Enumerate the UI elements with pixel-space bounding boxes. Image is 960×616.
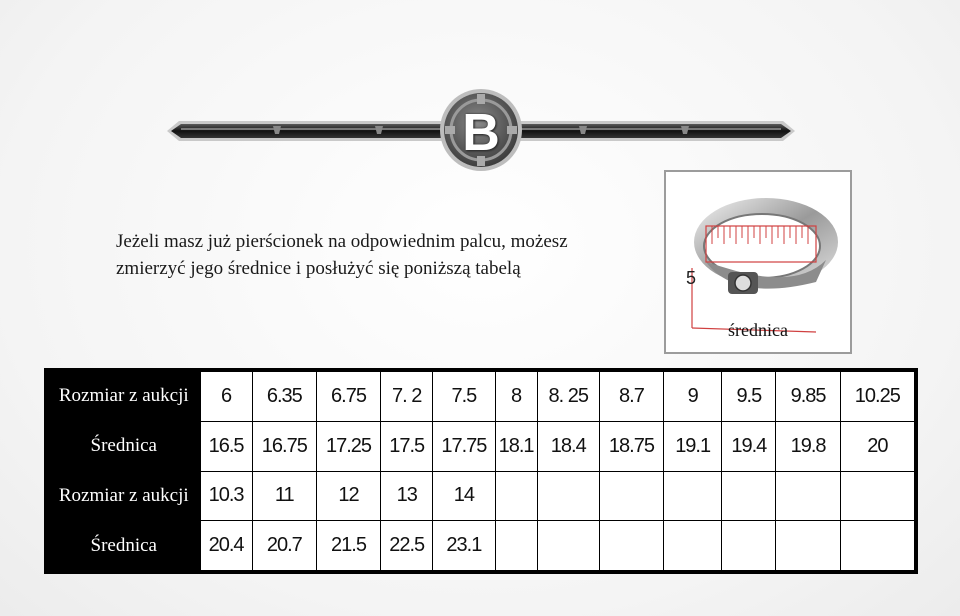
- table-cell: 6: [200, 372, 252, 422]
- intro-line-2: zmierzyć jego średnice i posłużyć się poniższą tabelą: [116, 258, 521, 279]
- table-cell: 17.75: [433, 421, 495, 471]
- table-cell: 9: [664, 372, 722, 422]
- table-cell: [495, 471, 537, 521]
- table-cell: [776, 471, 840, 521]
- table-cell: 20.4: [200, 521, 252, 571]
- table-cell: [664, 521, 722, 571]
- table-cell: 10.25: [840, 372, 914, 422]
- table-cell: 18.4: [537, 421, 599, 471]
- intro-text: [116, 228, 656, 282]
- row-header: Rozmiar z aukcji: [48, 372, 201, 422]
- table-cell: 7. 2: [381, 372, 433, 422]
- ring-size-table: [47, 371, 915, 571]
- table-cell: [664, 471, 722, 521]
- table-cell: [840, 471, 914, 521]
- table-row: [48, 421, 915, 471]
- row-header: Rozmiar z aukcji: [48, 471, 201, 521]
- badge-letter: B: [462, 104, 500, 162]
- size-table-frame: [44, 368, 918, 574]
- table-cell: 17.25: [316, 421, 380, 471]
- table-cell: 16.75: [252, 421, 316, 471]
- table-cell: 19.4: [722, 421, 776, 471]
- table-cell: 8. 25: [537, 372, 599, 422]
- table-cell: [722, 471, 776, 521]
- table-cell: 7.5: [433, 372, 495, 422]
- ring-marker-label: 5: [686, 268, 697, 288]
- table-cell: 9.85: [776, 372, 840, 422]
- table-cell: 6.75: [316, 372, 380, 422]
- table-cell: [776, 521, 840, 571]
- table-cell: [599, 521, 663, 571]
- table-cell: [537, 471, 599, 521]
- section-banner: [165, 88, 797, 178]
- table-cell: [840, 521, 914, 571]
- table-cell: [537, 521, 599, 571]
- row-header: Średnica: [48, 521, 201, 571]
- table-cell: 8: [495, 372, 537, 422]
- table-cell: 18.1: [495, 421, 537, 471]
- table-cell: 14: [433, 471, 495, 521]
- table-cell: 16.5: [200, 421, 252, 471]
- table-cell: 19.1: [664, 421, 722, 471]
- table-cell: 11: [252, 471, 316, 521]
- table-cell: [599, 471, 663, 521]
- ring-caption: średnica: [728, 320, 788, 340]
- table-cell: 23.1: [433, 521, 495, 571]
- table-cell: 10.3: [200, 471, 252, 521]
- table-row: [48, 521, 915, 571]
- table-cell: 22.5: [381, 521, 433, 571]
- table-cell: 19.8: [776, 421, 840, 471]
- table-cell: 20.7: [252, 521, 316, 571]
- table-cell: 13: [381, 471, 433, 521]
- table-cell: 6.35: [252, 372, 316, 422]
- table-cell: 9.5: [722, 372, 776, 422]
- table-cell: 18.75: [599, 421, 663, 471]
- table-cell: 12: [316, 471, 380, 521]
- ring-measurement-image: [664, 170, 852, 354]
- intro-line-1: Jeżeli masz już pierścionek na odpowiednim palcu, możesz: [116, 231, 568, 252]
- table-cell: 17.5: [381, 421, 433, 471]
- row-header: Średnica: [48, 421, 201, 471]
- size-table-body: [48, 372, 915, 571]
- table-cell: 20: [840, 421, 914, 471]
- table-cell: [495, 521, 537, 571]
- table-cell: 21.5: [316, 521, 380, 571]
- table-row: [48, 372, 915, 422]
- table-cell: 8.7: [599, 372, 663, 422]
- table-cell: [722, 521, 776, 571]
- table-row: [48, 471, 915, 521]
